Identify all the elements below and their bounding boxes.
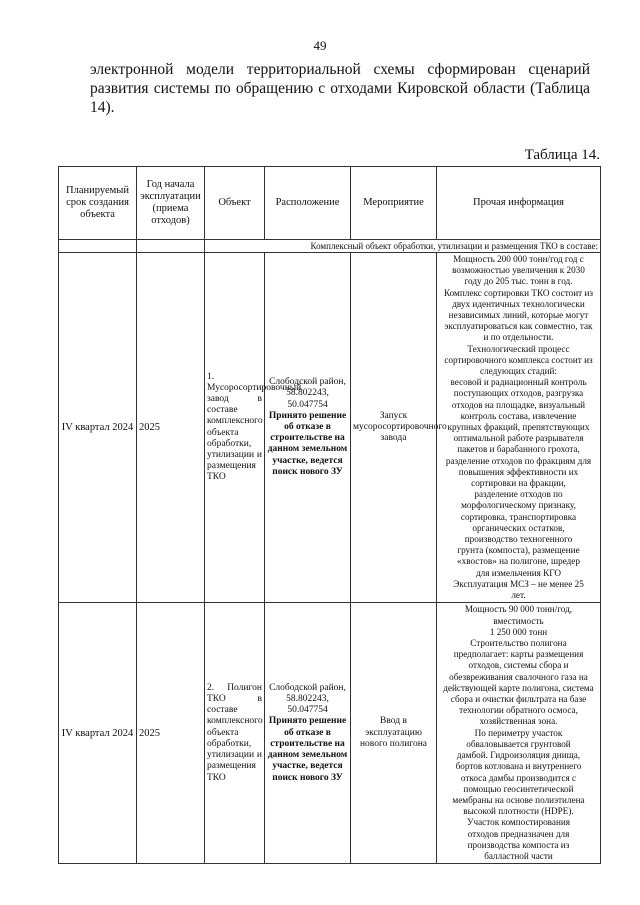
info-line: сортировки на фракции, [471,478,566,489]
cell-year: 2025 [137,253,205,603]
cell-year: 2025 [137,603,205,864]
cell-info [437,253,601,603]
info-line: органических остатков, [472,522,565,533]
waste-facilities-table [58,166,601,864]
info-line: сортировочного комплекса состоит из [444,354,593,365]
header-info: Прочая информация [437,167,601,240]
info-line: лет. [511,590,526,601]
info-line: пакетов и барабанного грохота, [457,444,580,455]
cell-measure: Ввод в эксплуатацию нового полигона [351,603,437,864]
info-line: действующей карте полигона, система [443,682,594,693]
info-line: независимых линий, которые могут [448,310,589,321]
header-measure: Мероприятие [351,167,437,240]
cell-info [437,603,601,864]
info-line: производство техногенного [464,534,573,545]
info-line: По периметру участок [474,727,563,738]
cell-term: IV квартал 2024 [59,253,137,603]
section-empty-cell [137,240,205,253]
info-line: отходов, системы сбора и [468,660,569,671]
location-text: Слободской район, 58.802243, 50.047754 [269,682,346,716]
info-line: возможностью увеличения к 2030 [452,265,585,276]
info-line: обезвреживания свалочного газа на [449,671,588,682]
info-line: и по отдельности. [483,332,554,343]
info-line: вместимость [493,615,544,626]
info-line: Комплекс сортировки ТКО состоит из [443,287,594,298]
info-line: отходов предназначен для [467,828,570,839]
info-line: поступающих отходов, разгрузка [453,388,584,399]
location-text: Слободской район, 58.802243, 50.047754 [269,377,346,410]
info-line: двух идентичных технологически [452,298,585,309]
info-line: сбора и очистки фильтрата на базе [450,694,587,705]
info-line: весовой и радиационный контроль [450,377,587,388]
info-line: Технологический процесс [467,343,570,354]
cell-location [265,253,351,603]
info-line: хозяйственная зона. [479,716,558,727]
info-line: помощью геосинтетической [463,783,574,794]
info-line: крупных фракций, препятствующих [447,422,590,433]
table-row [59,253,601,603]
info-line: 1 250 000 тонн [489,626,548,637]
info-line: балластной части [484,850,553,861]
info-line: грунта (компоста), размещение [457,545,580,556]
info-line: «хвостов» на полигоне, шредер [457,556,580,567]
location-status: Принято решение об отказе в строительстве на данном земельном участке, ведется поиск нового ЗУ [267,410,348,477]
info-line: отходов на площадке, визуальный [451,399,586,410]
info-line: высокой плотности (HDPE). [463,806,574,817]
info-line: производства компоста из [467,839,570,850]
info-line: Мощность 200 000 тонн/год год с [453,254,584,264]
info-line: году до 205 тыс. тонн в год. [464,276,573,287]
info-line: обваловывается грунтовой [466,738,571,749]
info-line: сортировка, транспортировка [460,511,577,522]
cell-location [265,603,351,864]
header-object: Объект [205,167,265,240]
info-line: Участок компостирования [466,817,571,828]
cell-measure: Запуск мусоросортировочного завода [351,253,437,603]
location-status: Принято решение об отказе в строительстве на данном земельном участке, ведется поиск нового ЗУ [267,716,348,783]
info-line: для измельчения КГО [475,567,562,578]
info-line: разделение отходов по фракциям для [445,455,592,466]
info-line: технологии обратного осмоса, [459,705,578,716]
cell-object: 1. Мусоросортировочный завод в составе комплексного объекта обработки, утилизации и размещения ТКО [205,253,265,603]
info-line: следующих стадий: [480,366,557,377]
section-empty-cell [59,240,137,253]
info-line: Эксплуатация МСЗ – не менее 25 [453,578,584,589]
cell-term: IV квартал 2024 [59,603,137,864]
cell-object: 2. Полигон ТКО в составе комплексного объекта обработки, утилизации и размещения ТКО [205,603,265,864]
info-line: оптимальной работе разрывателя [453,433,584,444]
header-term: Планируемый срок создания объекта [59,167,137,240]
header-year: Год начала эксплуатации (приема отходов) [137,167,205,240]
info-line: морфологическому признаку, [461,500,576,511]
section-title: Комплексный объект обработки, утилизации и размещения ТКО в составе: [205,240,601,253]
info-line: контроль состава, извлечение [460,410,577,421]
info-line: разделение отходов по [474,489,563,500]
header-location: Расположение [265,167,351,240]
intro-paragraph: электронной модели территориальной схемы сформирован сценарий развития системы по обращению с отходами Кировской области (Таблица 14). [90,61,590,116]
info-line: эксплуатироваться как совместно, так [444,321,593,332]
info-line: дамбой. Гидроизоляция днища, [456,750,581,761]
info-line: предполагает: карты размещения [453,649,584,660]
section-row [59,240,601,253]
info-line: бортов котлована и внутреннего [455,761,582,772]
info-line: повышения эффективности их [458,466,579,477]
info-line: откоса дамбы производится с [460,772,577,783]
table-row [59,603,601,864]
info-line: Строительство полигона [470,638,567,649]
table-caption: Таблица 14. [524,147,600,163]
page-number: 49 [313,38,327,53]
info-line: Мощность 90 000 тонн/год, [464,604,573,615]
info-line: мембраны на основе полиэтилена [452,794,585,805]
table-header-row [59,167,601,240]
